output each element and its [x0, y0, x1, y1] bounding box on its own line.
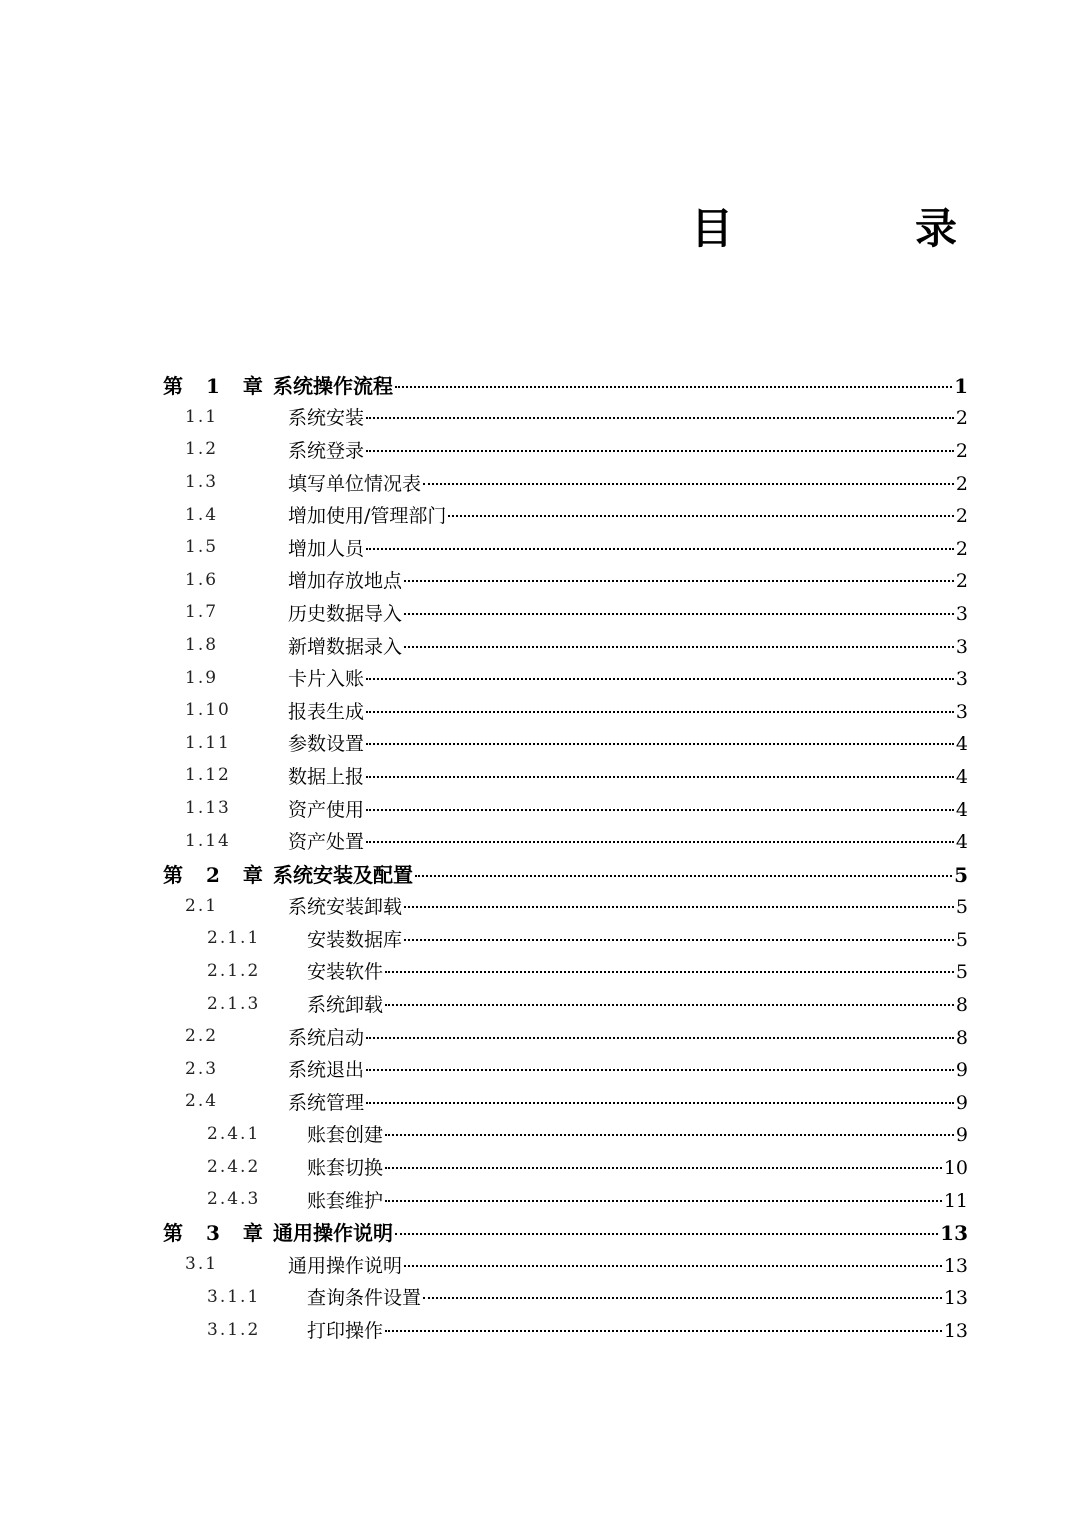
toc-entry-label	[307, 1186, 968, 1213]
toc-entry[interactable]	[163, 890, 968, 923]
toc-entry-label	[288, 762, 968, 789]
toc-entry-label	[288, 1055, 968, 1082]
toc-page-number: 5	[954, 862, 968, 887]
toc-entry-title: 报表生成	[288, 700, 365, 723]
toc-entry-number: 1.9	[185, 667, 219, 688]
toc-entry-number: 3.1.2	[207, 1319, 261, 1340]
toc-entry-label	[307, 1316, 968, 1343]
toc-page-number: 13	[940, 1221, 968, 1246]
toc-entry-title: 系统退出	[288, 1059, 365, 1082]
toc-entry-number: 2.3	[185, 1058, 219, 1079]
toc-entry[interactable]	[163, 792, 968, 825]
toc-entry-title: 系统安装卸载	[288, 896, 403, 919]
toc-entry-title: 填写单位情况表	[288, 472, 422, 495]
dot-leader	[366, 841, 954, 843]
toc-entry-label	[288, 436, 968, 463]
toc-chapter-entry[interactable]	[163, 1215, 968, 1248]
toc-entry-label	[288, 469, 968, 496]
toc-entry-label	[288, 599, 968, 626]
toc-entry-number: 1.6	[185, 569, 219, 590]
toc-entry-number: 1.4	[185, 504, 219, 525]
toc-page-number: 2	[955, 439, 968, 462]
toc-entry[interactable]	[163, 759, 968, 792]
toc-page-number: 4	[955, 765, 968, 788]
toc-entry-number: 第 2 章	[163, 862, 271, 887]
dot-leader	[366, 417, 954, 419]
toc-entry-title: 新增数据录入	[288, 635, 403, 658]
dot-leader	[404, 906, 954, 908]
dot-leader	[385, 971, 954, 973]
toc-entry[interactable]	[163, 727, 968, 760]
dot-leader	[404, 939, 954, 941]
toc-entry-number: 3.1	[185, 1254, 219, 1275]
toc-entry-number: 1.5	[185, 537, 219, 558]
toc-entry-label	[307, 1153, 968, 1180]
toc-entry-label	[288, 632, 968, 659]
toc-entry[interactable]	[163, 498, 968, 531]
toc-page-number: 3	[955, 668, 968, 691]
dot-leader	[385, 1134, 954, 1136]
dot-leader	[385, 1004, 954, 1006]
toc-entry-label	[288, 795, 968, 822]
dot-leader	[404, 580, 954, 582]
toc-page-number: 3	[955, 602, 968, 625]
toc-entry-title: 安装软件	[307, 961, 384, 984]
toc-entry-number: 1.8	[185, 635, 219, 656]
toc-entry-title: 参数设置	[288, 733, 365, 756]
page-title: 目 录	[690, 204, 1027, 253]
toc-entry-number: 2.4	[185, 1091, 219, 1112]
dot-leader	[395, 1233, 938, 1235]
dot-leader	[423, 483, 954, 485]
dot-leader	[366, 1069, 954, 1071]
dot-leader	[366, 678, 954, 680]
toc-page-number: 1	[954, 373, 968, 398]
toc-entry[interactable]	[163, 1313, 968, 1346]
dot-leader	[404, 613, 954, 615]
dot-leader	[366, 1037, 954, 1039]
toc-entry-number: 2.4.2	[207, 1156, 261, 1177]
toc-entry-title: 账套创建	[307, 1124, 384, 1147]
toc-page-number: 2	[955, 537, 968, 560]
toc-entry-number: 1.14	[185, 830, 231, 851]
dot-leader	[366, 743, 954, 745]
dot-leader	[385, 1330, 942, 1332]
toc-entry-label	[288, 827, 968, 854]
toc-page-number: 4	[955, 831, 968, 854]
dot-leader	[366, 548, 954, 550]
dot-leader	[366, 809, 954, 811]
toc-entry-label	[288, 697, 968, 724]
toc-entry-title: 账套切换	[307, 1157, 384, 1180]
toc-entry-label	[288, 403, 968, 430]
toc-entry-label	[307, 925, 968, 952]
toc-page-number: 13	[943, 1320, 968, 1343]
toc-entry[interactable]	[163, 466, 968, 499]
toc-entry[interactable]	[163, 1183, 968, 1216]
toc-entry-title: 增加使用/管理部门	[288, 505, 447, 528]
toc-entry-title: 系统管理	[288, 1091, 365, 1114]
toc-entry-title: 历史数据导入	[288, 602, 403, 625]
dot-leader	[404, 646, 954, 648]
dot-leader	[404, 1265, 942, 1267]
toc-entry-number: 2.2	[185, 1026, 219, 1047]
toc-entry-title: 系统操作流程	[273, 373, 393, 398]
toc-entry-label	[288, 1088, 968, 1115]
toc-entry-title: 安装数据库	[307, 928, 403, 951]
dot-leader	[366, 711, 954, 713]
dot-leader	[415, 875, 952, 877]
toc-entry[interactable]	[163, 1281, 968, 1314]
toc-entry[interactable]	[163, 955, 968, 988]
toc-entry-number: 第 1 章	[163, 373, 271, 398]
toc-entry[interactable]	[163, 1052, 968, 1085]
toc-page-number: 3	[955, 635, 968, 658]
toc-chapter-entry[interactable]	[163, 368, 968, 401]
toc-entry-label	[273, 859, 968, 888]
toc-entry-title: 增加人员	[288, 537, 365, 560]
toc-entry-label	[307, 957, 968, 984]
toc-entry-title: 卡片入账	[288, 668, 365, 691]
toc-page-number: 3	[955, 700, 968, 723]
toc-entry-number: 1.10	[185, 700, 231, 721]
toc-entry-label	[288, 892, 968, 919]
toc-entry-number: 1.11	[185, 732, 231, 753]
toc-page-number: 4	[955, 798, 968, 821]
dot-leader	[385, 1167, 942, 1169]
table-of-contents	[163, 368, 968, 1346]
toc-page-number: 11	[943, 1189, 968, 1212]
dot-leader	[385, 1200, 942, 1202]
toc-entry-title: 系统启动	[288, 1026, 365, 1049]
toc-entry-number: 第 3 章	[163, 1221, 271, 1246]
toc-entry-number: 2.1.3	[207, 993, 261, 1014]
toc-entry[interactable]	[163, 1085, 968, 1118]
toc-entry[interactable]	[163, 1150, 968, 1183]
toc-entry-title: 资产处置	[288, 831, 365, 854]
toc-entry[interactable]	[163, 596, 968, 629]
toc-entry-label	[288, 566, 968, 593]
toc-page-number: 2	[955, 570, 968, 593]
toc-page-number: 5	[955, 961, 968, 984]
dot-leader	[366, 450, 954, 452]
toc-entry-title: 打印操作	[307, 1320, 384, 1343]
toc-entry-title: 查询条件设置	[307, 1287, 422, 1310]
toc-page-number: 2	[955, 407, 968, 430]
dot-leader	[366, 776, 954, 778]
toc-entry[interactable]	[163, 987, 968, 1020]
toc-page-number: 9	[955, 1124, 968, 1147]
toc-entry[interactable]	[163, 433, 968, 466]
toc-entry-title: 增加存放地点	[288, 570, 403, 593]
toc-entry-number: 2.4.3	[207, 1189, 261, 1210]
toc-page-number: 2	[955, 505, 968, 528]
toc-entry-number: 1.7	[185, 602, 219, 623]
toc-entry-title: 系统安装	[288, 407, 365, 430]
toc-entry-label	[307, 1120, 968, 1147]
toc-entry-label	[307, 1283, 968, 1310]
toc-entry[interactable]	[163, 1020, 968, 1053]
toc-page-number: 9	[955, 1059, 968, 1082]
toc-entry-label	[288, 1251, 968, 1278]
toc-entry-number: 2.1	[185, 895, 219, 916]
toc-page-number: 5	[955, 928, 968, 951]
toc-entry-title: 账套维护	[307, 1189, 384, 1212]
toc-entry-number: 3.1.1	[207, 1286, 261, 1307]
toc-entry-number: 1.2	[185, 439, 219, 460]
dot-leader	[423, 1297, 942, 1299]
toc-entry[interactable]	[163, 401, 968, 434]
toc-page-number: 8	[955, 994, 968, 1017]
toc-entry[interactable]	[163, 531, 968, 564]
toc-entry-title: 系统卸载	[307, 994, 384, 1017]
toc-entry-number: 2.1.2	[207, 960, 261, 981]
toc-entry-title: 系统登录	[288, 439, 365, 462]
toc-entry-title: 资产使用	[288, 798, 365, 821]
toc-entry-label	[288, 1023, 968, 1050]
dot-leader	[366, 1102, 954, 1104]
toc-page-number: 9	[955, 1091, 968, 1114]
toc-entry-number: 1.13	[185, 798, 231, 819]
dot-leader	[448, 515, 954, 517]
dot-leader	[395, 386, 952, 388]
toc-page-number: 2	[955, 472, 968, 495]
toc-entry-label	[288, 664, 968, 691]
toc-entry-label	[273, 1217, 968, 1246]
toc-entry-title: 数据上报	[288, 765, 365, 788]
toc-entry[interactable]	[163, 1118, 968, 1151]
toc-entry-label	[288, 729, 968, 756]
toc-entry-number: 2.4.1	[207, 1123, 261, 1144]
toc-entry[interactable]	[163, 1248, 968, 1281]
toc-entry[interactable]	[163, 629, 968, 662]
toc-page-number: 5	[955, 896, 968, 919]
toc-page-number: 4	[955, 733, 968, 756]
toc-entry-label	[288, 534, 968, 561]
toc-entry-title: 系统安装及配置	[273, 862, 413, 887]
toc-entry-number: 1.12	[185, 765, 231, 786]
toc-entry[interactable]	[163, 922, 968, 955]
toc-entry-label	[288, 501, 968, 528]
toc-page-number: 13	[943, 1254, 968, 1277]
toc-entry-number: 1.3	[185, 472, 219, 493]
toc-entry-number: 2.1.1	[207, 928, 261, 949]
toc-entry[interactable]	[163, 694, 968, 727]
toc-entry-title: 通用操作说明	[288, 1254, 403, 1277]
toc-entry-label	[307, 990, 968, 1017]
toc-entry[interactable]	[163, 824, 968, 857]
toc-entry-label	[273, 370, 968, 399]
toc-entry-title: 通用操作说明	[273, 1221, 393, 1246]
toc-page-number: 10	[943, 1157, 968, 1180]
toc-page-number: 8	[955, 1026, 968, 1049]
toc-page-number: 13	[943, 1287, 968, 1310]
toc-entry[interactable]	[163, 661, 968, 694]
toc-entry[interactable]	[163, 564, 968, 597]
toc-chapter-entry[interactable]	[163, 857, 968, 890]
toc-entry-number: 1.1	[185, 406, 219, 427]
